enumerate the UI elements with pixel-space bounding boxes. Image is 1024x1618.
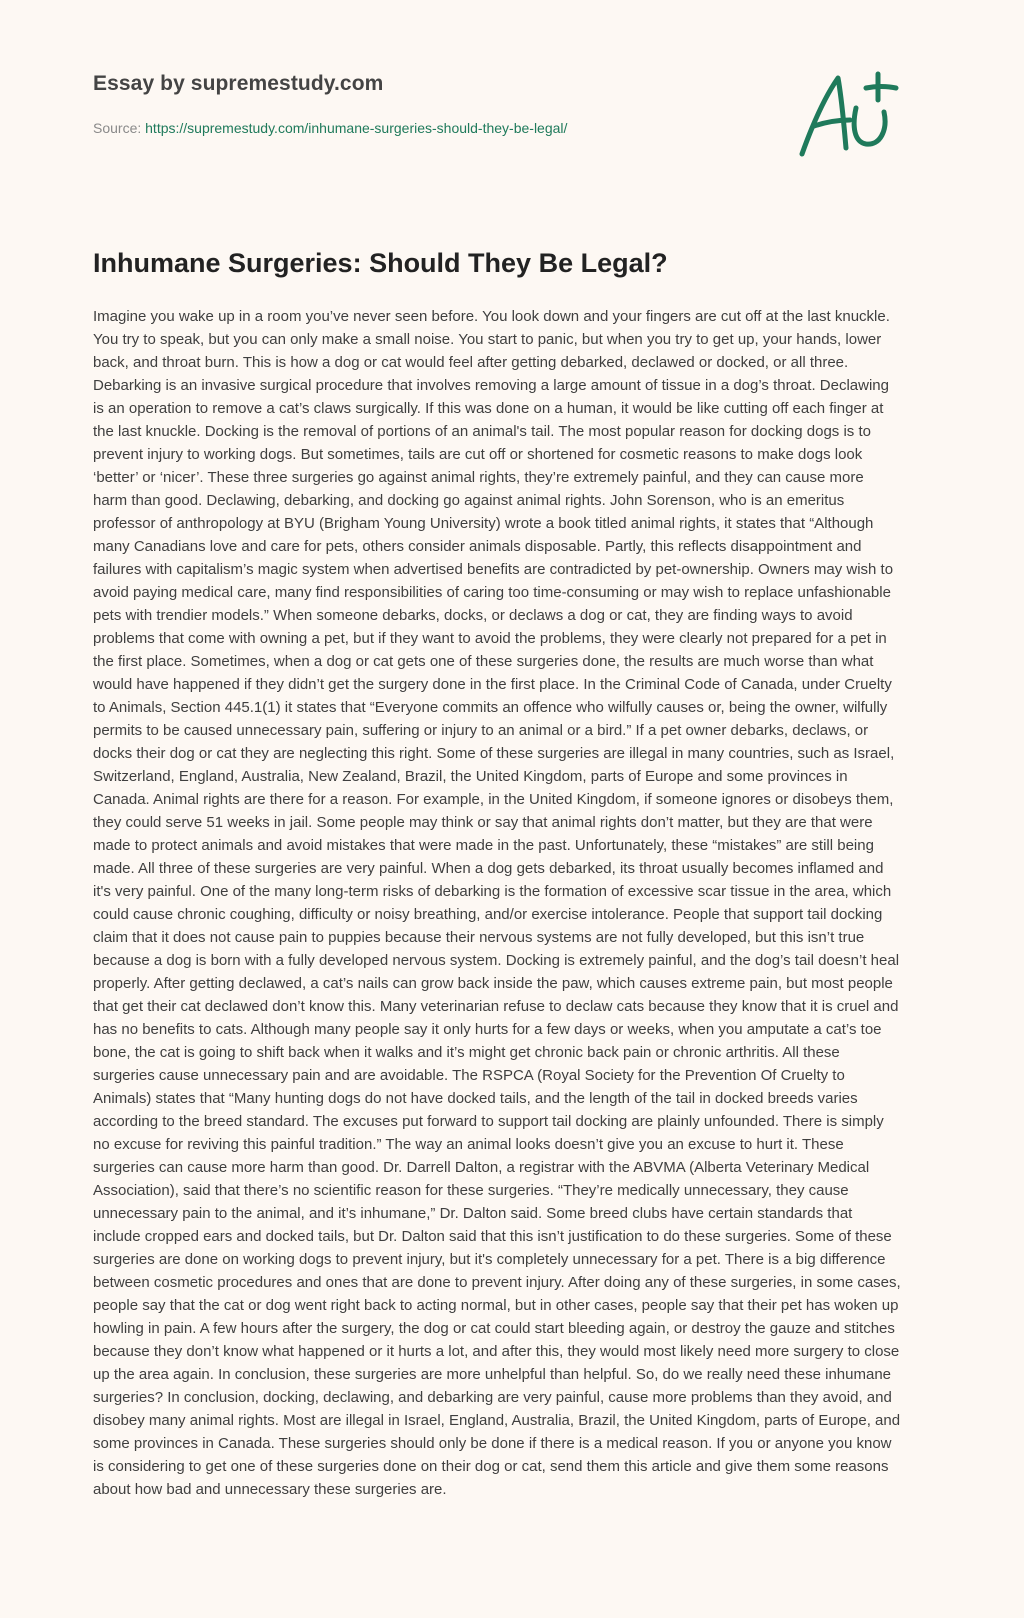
essay-title: Inhumane Surgeries: Should They Be Legal? (93, 248, 668, 278)
essay-body: Imagine you wake up in a room you’ve never seen before. You look down and your fingers are cut off at the last knuckle. You try to speak, but you can only make a small noise. You start to panic, but when you try to get up, your hands, lower back, and throat burn. This is how a dog or cat would feel after getting debarked, declawed or docked, or all three. Debarking is an invasive surgical procedure that involves removing a large amount of tissue in a dog’s throat. Declawing is an operation to remove a cat’s claws surgically. If this was done on a human, it would be like cutting off each finger at the last knuckle. Docking is the removal of portions of an animal's tail. The most popular reason for docking dogs is to prevent injury to working dogs. But sometimes, tails are cut off or shortened for cosmetic reasons to make dogs look ‘better’ or ‘nicer’. These three surgeries go against animal rights, they’re extremely painful, and they can cause more harm than good. Declawing, debarking, and docking go against animal rights. John Sorenson, who is an emeritus professor of anthropology at BYU (Brigham Young University) wrote a book titled animal rights, it states that “Although many Canadians love and care for pets, others consider animals disposable. Partly, this reflects disappointment and failures with capitalism’s magic system when advertised benefits are contradicted by pet-ownership. Owners may wish to avoid paying medical care, many find responsibilities of caring too time-consuming or may wish to replace unfashionable pets with trendier models.” When someone debarks, docks, or declaws a dog or cat, they are finding ways to avoid problems that come with owning a pet, but if they want to avoid the problems, they were clearly not prepared for a pet in the first place. Sometimes, when a dog or cat gets one of these surgeries done, the results are much worse than what would have happened if they didn’t get the surgery done in the first place. In the Criminal Code of Canada, under Cruelty to Animals, Section 445.1(1) it states that “Everyone commits an offence who wilfully causes or, being the owner, wilfully permits to be caused unnecessary pain, suffering or injury to an animal or a bird.” If a pet owner debarks, declaws, or docks their dog or cat they are neglecting this right. Some of these surgeries are illegal in many countries, such as Israel, Switzerland, England, Australia, New Zealand, Brazil, the United Kingdom, parts of Europe and some provinces in Canada. Animal rights are there for a reason. For example, in the United Kingdom, if someone ignores or disobeys them, they could serve 51 weeks in jail. Some people may think or say that animal rights don’t matter, but they are that were made to protect animals and avoid mistakes that were made in the past. Unfortunately, these “mistakes” are still being made. All three of these surgeries are very painful. When a dog gets debarked, its throat usually becomes inflamed and it's very painful. One of the many long-term risks of debarking is the formation of excessive scar tissue in the area, which could cause chronic coughing, difficulty or noisy breathing, and/or exercise intolerance. People that support tail docking claim that it does not cause pain to puppies because their nervous systems are not fully developed, but this isn’t true because a dog is born with a fully developed nervous system. Docking is extremely painful, and the dog’s tail doesn’t heal properly. After getting declawed, a cat’s nails can grow back inside the paw, which causes extreme pain, but most people that get their cat declawed don’t know this. Many veterinarian refuse to declaw cats because they know that it is cruel and has no benefits to cats. Although many people say it only hurts for a few days or weeks, when you amputate a cat’s toe bone, the cat is going to shift back when it walks and it’s might get chronic back pain or chronic arthritis. All these surgeries cause unnecessary pain and are avoidable. The RSPCA (Royal Society for the Prevention Of Cruelty to Animals) states that “Many hunting dogs do not have docked tails, and the length of the tail in docked breeds varies according to the breed standard. The excuses put forward to support tail docking are plainly unfounded. There is simply no excuse for reviving this painful tradition.” The way an animal looks doesn’t give you an excuse to hurt it. These surgeries can cause more harm than good. Dr. Darrell Dalton, a registrar with the ABVMA (Alberta Veterinary Medical Association), said that there’s no scientific reason for these surgeries. “They’re medically unnecessary, they cause unnecessary pain to the animal, and it’s inhumane,” Dr. Dalton said. Some breed clubs have certain standards that include cropped ears and docked tails, but Dr. Dalton said that this isn’t justification to do these surgeries. Some of these surgeries are done on working dogs to prevent injury, but it's completely unnecessary for a pet. There is a big difference between cosmetic procedures and ones that are done to prevent injury. After doing any of these surgeries, in some cases, people say that the cat or dog went right back to acting normal, but in other cases, people say that their pet has woken up howling in pain. A few hours after the surgery, the dog or cat could start bleeding again, or destroy the gauze and stitches because they don’t know what happened or it hurts a lot, and after this, they would most likely need more surgery to close up the area again. In conclusion, these surgeries are more unhelpful than helpful. So, do we really need these inhumane surgeries? In conclusion, docking, declawing, and debarking are very painful, cause more problems than they avoid, and disobey many animal rights. Most are illegal in Israel, England, Australia, Brazil, the United Kingdom, parts of Europe, and some provinces in Canada. These surgeries should only be done if there is a medical reason. If you or anyone you know is considering to get one of these surgeries done on their dog or cat, send them this article and give them some reasons about how bad and unnecessary these surgeries are. (93, 308, 901, 1498)
source-line (93, 120, 567, 136)
site-brand: Essay by supremestudy.com (93, 72, 384, 95)
a-plus-logo-icon (792, 64, 904, 164)
source-label: Source: (93, 120, 146, 136)
source-link[interactable]: https://supremestudy.com/inhumane-surgeries-should-they-be-legal/ (145, 120, 568, 136)
